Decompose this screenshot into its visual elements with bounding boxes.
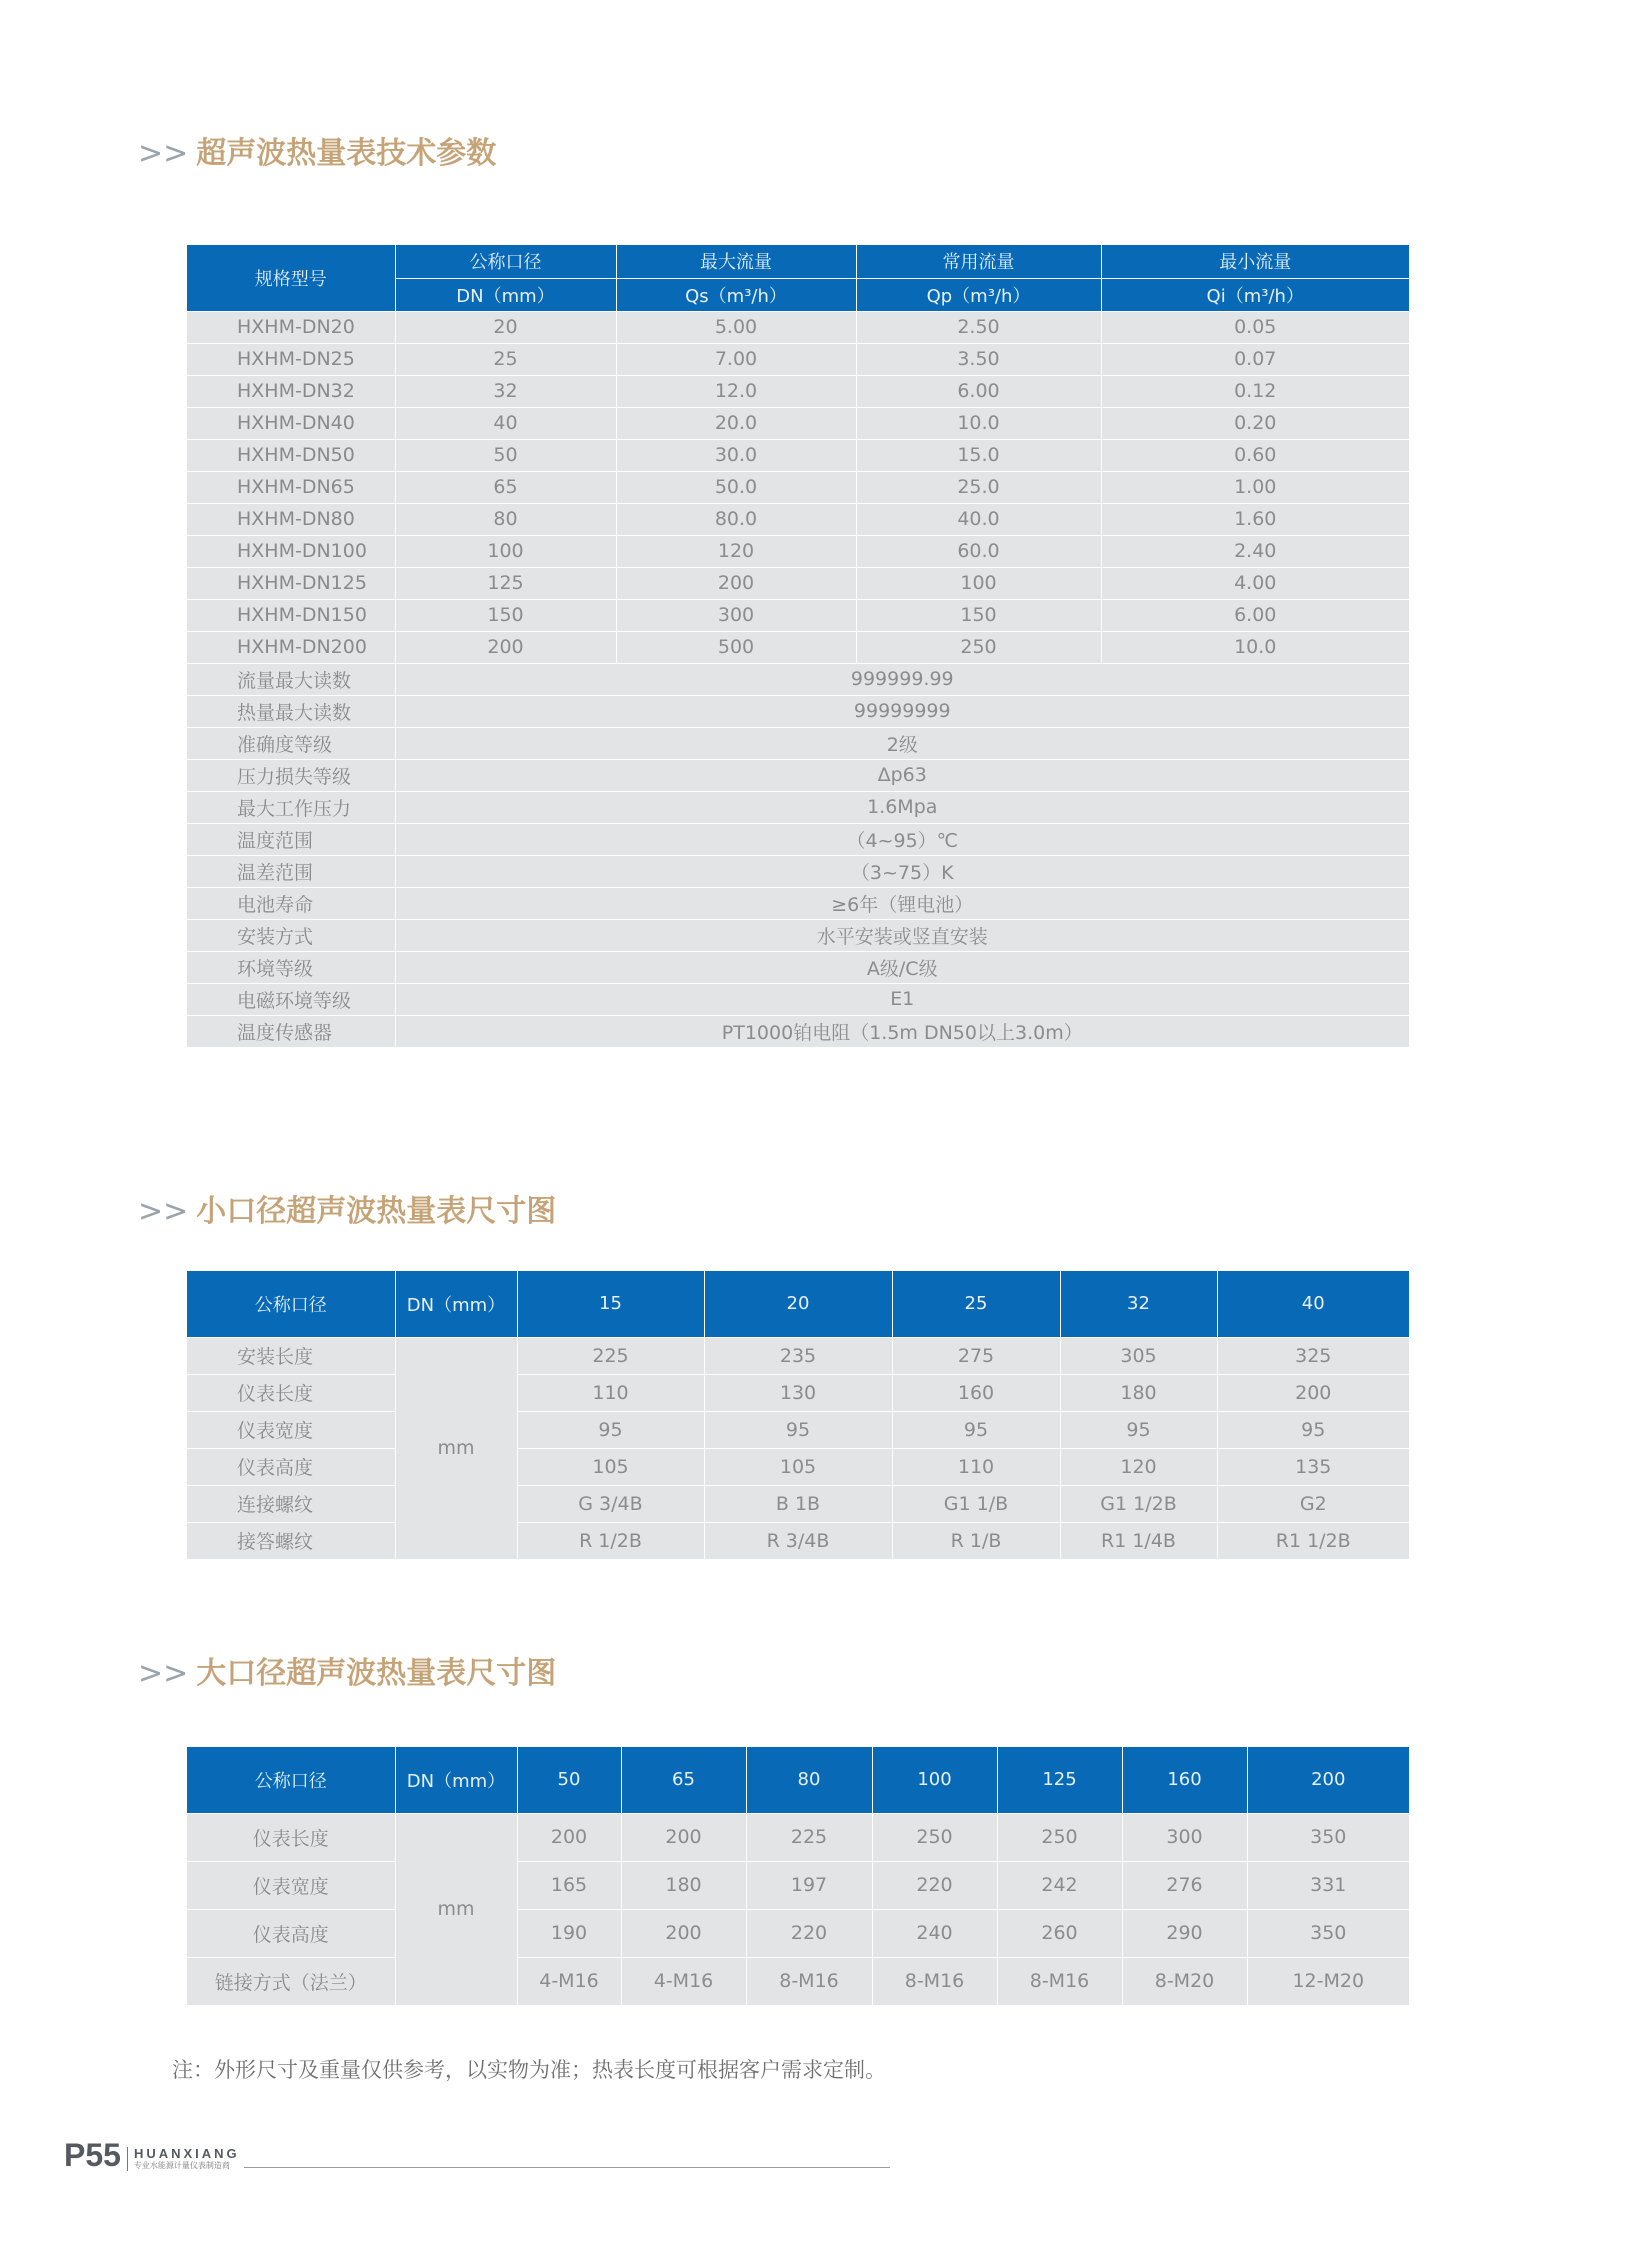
table-row xyxy=(187,823,1409,855)
row-label: 仪表高度 xyxy=(187,1909,395,1957)
qs-cell: 20.0 xyxy=(616,407,856,439)
table-row xyxy=(187,599,1409,631)
row-label: 安装长度 xyxy=(187,1337,395,1374)
value-cell: 95 xyxy=(1060,1411,1217,1448)
header-size: 200 xyxy=(1247,1747,1409,1813)
header-qs-unit: Qs（m³/h） xyxy=(616,278,856,311)
table-row xyxy=(187,919,1409,951)
value-cell: R 1/2B xyxy=(517,1522,704,1559)
qi-cell: 4.00 xyxy=(1101,567,1409,599)
row-label: 连接螺纹 xyxy=(187,1485,395,1522)
value-cell: 200 xyxy=(621,1813,746,1861)
qp-cell: 3.50 xyxy=(856,343,1101,375)
qs-cell: 200 xyxy=(616,567,856,599)
spec-value: （4~95）℃ xyxy=(395,823,1409,855)
header-qi-unit: Qi（m³/h） xyxy=(1101,278,1409,311)
spec-value: 2级 xyxy=(395,727,1409,759)
value-cell: 8-M16 xyxy=(872,1957,997,2005)
spec-value: E1 xyxy=(395,983,1409,1015)
header-dn-unit: DN（mm） xyxy=(395,1271,517,1337)
row-label: 仪表高度 xyxy=(187,1448,395,1485)
spec-value: 99999999 xyxy=(395,695,1409,727)
value-cell: R 1/B xyxy=(892,1522,1060,1559)
value-cell: 130 xyxy=(704,1374,892,1411)
qi-cell: 2.40 xyxy=(1101,535,1409,567)
model-cell: HXHM-DN40 xyxy=(187,407,395,439)
header-qp-unit: Qp（m³/h） xyxy=(856,278,1101,311)
qi-cell: 6.00 xyxy=(1101,599,1409,631)
row-label: 链接方式（法兰） xyxy=(187,1957,395,2005)
spec-value: Δp63 xyxy=(395,759,1409,791)
spec-label: 温度传感器 xyxy=(187,1015,395,1047)
spec-label: 环境等级 xyxy=(187,951,395,983)
footer-rule xyxy=(244,2167,890,2168)
value-cell: 95 xyxy=(704,1411,892,1448)
header-nominal-size: 公称口径 xyxy=(187,1271,395,1337)
value-cell: 250 xyxy=(872,1813,997,1861)
row-label: 接答螺纹 xyxy=(187,1522,395,1559)
header-size: 32 xyxy=(1060,1271,1217,1337)
footnote: 注：外形尺寸及重量仅供参考，以实物为准；热表长度可根据客户需求定制。 xyxy=(172,2058,886,2082)
header-qs: 最大流量 xyxy=(616,245,856,278)
qs-cell: 300 xyxy=(616,599,856,631)
value-cell: 300 xyxy=(1122,1813,1247,1861)
qp-cell: 15.0 xyxy=(856,439,1101,471)
dn-cell: 50 xyxy=(395,439,616,471)
header-qi: 最小流量 xyxy=(1101,245,1409,278)
dn-cell: 32 xyxy=(395,375,616,407)
qi-cell: 1.00 xyxy=(1101,471,1409,503)
section-title-large-caliber xyxy=(138,1648,556,1692)
value-cell: 160 xyxy=(892,1374,1060,1411)
value-cell: 95 xyxy=(1217,1411,1409,1448)
header-qp: 常用流量 xyxy=(856,245,1101,278)
dn-cell: 20 xyxy=(395,311,616,343)
table-row xyxy=(187,727,1409,759)
row-label: 仪表宽度 xyxy=(187,1861,395,1909)
qs-cell: 5.00 xyxy=(616,311,856,343)
header-size: 100 xyxy=(872,1747,997,1813)
table-row xyxy=(187,1909,1409,1957)
qs-cell: 7.00 xyxy=(616,343,856,375)
table-row xyxy=(187,951,1409,983)
table-row xyxy=(187,1957,1409,2005)
qp-cell: 150 xyxy=(856,599,1101,631)
value-cell: 276 xyxy=(1122,1861,1247,1909)
table-row xyxy=(187,663,1409,695)
dn-cell: 25 xyxy=(395,343,616,375)
model-cell: HXHM-DN200 xyxy=(187,631,395,663)
value-cell: 8-M16 xyxy=(997,1957,1122,2005)
dn-cell: 100 xyxy=(395,535,616,567)
model-cell: HXHM-DN20 xyxy=(187,311,395,343)
qp-cell: 100 xyxy=(856,567,1101,599)
value-cell: R1 1/4B xyxy=(1060,1522,1217,1559)
value-cell: 200 xyxy=(517,1813,621,1861)
table-row xyxy=(187,1015,1409,1047)
header-size: 50 xyxy=(517,1747,621,1813)
model-cell: HXHM-DN65 xyxy=(187,471,395,503)
page-number: P55 xyxy=(64,2137,121,2173)
spec-label: 最大工作压力 xyxy=(187,791,395,823)
header-dn-unit: DN（mm） xyxy=(395,278,616,311)
table-row xyxy=(187,983,1409,1015)
header-size: 80 xyxy=(746,1747,872,1813)
row-label: 仪表长度 xyxy=(187,1374,395,1411)
model-cell: HXHM-DN32 xyxy=(187,375,395,407)
table-row xyxy=(187,791,1409,823)
model-cell: HXHM-DN25 xyxy=(187,343,395,375)
section-title-small-caliber xyxy=(138,1186,556,1230)
table-row xyxy=(187,1374,1409,1411)
value-cell: 242 xyxy=(997,1861,1122,1909)
value-cell: 200 xyxy=(621,1909,746,1957)
value-cell: 350 xyxy=(1247,1813,1409,1861)
dn-cell: 150 xyxy=(395,599,616,631)
qi-cell: 0.07 xyxy=(1101,343,1409,375)
header-size: 40 xyxy=(1217,1271,1409,1337)
spec-label: 压力损失等级 xyxy=(187,759,395,791)
value-cell: 197 xyxy=(746,1861,872,1909)
section-arrows-icon: >> xyxy=(138,136,189,171)
value-cell: 220 xyxy=(746,1909,872,1957)
dn-cell: 200 xyxy=(395,631,616,663)
spec-value: A级/C级 xyxy=(395,951,1409,983)
qp-cell: 250 xyxy=(856,631,1101,663)
table-row xyxy=(187,855,1409,887)
spec-label: 电池寿命 xyxy=(187,887,395,919)
value-cell: 4-M16 xyxy=(517,1957,621,2005)
dn-cell: 40 xyxy=(395,407,616,439)
qs-cell: 80.0 xyxy=(616,503,856,535)
value-cell: 200 xyxy=(1217,1374,1409,1411)
value-cell: G1 1/B xyxy=(892,1485,1060,1522)
table-row xyxy=(187,1813,1409,1861)
value-cell: 12-M20 xyxy=(1247,1957,1409,2005)
spec-value: 1.6Mpa xyxy=(395,791,1409,823)
value-cell: 305 xyxy=(1060,1337,1217,1374)
table-row xyxy=(187,1411,1409,1448)
value-cell: 275 xyxy=(892,1337,1060,1374)
header-model: 规格型号 xyxy=(187,245,395,311)
technical-params-table xyxy=(187,245,1409,1047)
value-cell: R 3/4B xyxy=(704,1522,892,1559)
large-caliber-dimensions-table xyxy=(187,1747,1409,2006)
model-cell: HXHM-DN50 xyxy=(187,439,395,471)
qs-cell: 120 xyxy=(616,535,856,567)
section-arrows-icon: >> xyxy=(138,1656,189,1691)
spec-label: 温差范围 xyxy=(187,855,395,887)
table-row xyxy=(187,471,1409,503)
brand-block xyxy=(127,2147,240,2171)
header-size: 125 xyxy=(997,1747,1122,1813)
small-caliber-body xyxy=(187,1337,1409,1559)
table-row xyxy=(187,439,1409,471)
value-cell: R1 1/2B xyxy=(1217,1522,1409,1559)
qp-cell: 2.50 xyxy=(856,311,1101,343)
dn-cell: 80 xyxy=(395,503,616,535)
page-footer xyxy=(64,2139,240,2171)
value-cell: 110 xyxy=(892,1448,1060,1485)
qi-cell: 0.05 xyxy=(1101,311,1409,343)
qi-cell: 0.60 xyxy=(1101,439,1409,471)
qp-cell: 6.00 xyxy=(856,375,1101,407)
value-cell: 220 xyxy=(872,1861,997,1909)
spec-value: （3~75）K xyxy=(395,855,1409,887)
value-cell: 180 xyxy=(1060,1374,1217,1411)
value-cell: 331 xyxy=(1247,1861,1409,1909)
value-cell: 240 xyxy=(872,1909,997,1957)
header-size: 20 xyxy=(704,1271,892,1337)
spec-value: ≥6年（锂电池） xyxy=(395,887,1409,919)
header-nominal-size: 公称口径 xyxy=(187,1747,395,1813)
table-row xyxy=(187,1448,1409,1485)
qp-cell: 10.0 xyxy=(856,407,1101,439)
value-cell: 235 xyxy=(704,1337,892,1374)
header-dn: 公称口径 xyxy=(395,245,616,278)
qp-cell: 25.0 xyxy=(856,471,1101,503)
header-dn-unit: DN（mm） xyxy=(395,1747,517,1813)
dn-cell: 65 xyxy=(395,471,616,503)
model-cell: HXHM-DN125 xyxy=(187,567,395,599)
model-cell: HXHM-DN100 xyxy=(187,535,395,567)
value-cell: 95 xyxy=(892,1411,1060,1448)
qs-cell: 30.0 xyxy=(616,439,856,471)
value-cell: 105 xyxy=(704,1448,892,1485)
row-label: 仪表宽度 xyxy=(187,1411,395,1448)
brand-slogan: 专业水能源计量仪表制造商 xyxy=(133,2161,230,2171)
table-row xyxy=(187,759,1409,791)
technical-params-body xyxy=(187,311,1409,1047)
spec-label: 温度范围 xyxy=(187,823,395,855)
table-row xyxy=(187,343,1409,375)
unit-cell: mm xyxy=(395,1337,517,1559)
small-caliber-dimensions-table xyxy=(187,1271,1409,1560)
header-size: 15 xyxy=(517,1271,704,1337)
value-cell: G 3/4B xyxy=(517,1485,704,1522)
model-cell: HXHM-DN150 xyxy=(187,599,395,631)
row-label: 仪表长度 xyxy=(187,1813,395,1861)
section-title-text: 超声波热量表技术参数 xyxy=(196,136,497,171)
qp-cell: 40.0 xyxy=(856,503,1101,535)
value-cell: 95 xyxy=(517,1411,704,1448)
value-cell: G2 xyxy=(1217,1485,1409,1522)
value-cell: 190 xyxy=(517,1909,621,1957)
value-cell: 250 xyxy=(997,1813,1122,1861)
value-cell: 350 xyxy=(1247,1909,1409,1957)
spec-label: 安装方式 xyxy=(187,919,395,951)
value-cell: 8-M20 xyxy=(1122,1957,1247,2005)
dn-cell: 125 xyxy=(395,567,616,599)
unit-cell: mm xyxy=(395,1813,517,2005)
qi-cell: 0.12 xyxy=(1101,375,1409,407)
qs-cell: 12.0 xyxy=(616,375,856,407)
header-size: 160 xyxy=(1122,1747,1247,1813)
qi-cell: 0.20 xyxy=(1101,407,1409,439)
table-row xyxy=(187,631,1409,663)
header-size: 25 xyxy=(892,1271,1060,1337)
model-cell: HXHM-DN80 xyxy=(187,503,395,535)
qp-cell: 60.0 xyxy=(856,535,1101,567)
table-row xyxy=(187,407,1409,439)
value-cell: 4-M16 xyxy=(621,1957,746,2005)
table-row xyxy=(187,1337,1409,1374)
value-cell: 225 xyxy=(517,1337,704,1374)
table-row xyxy=(187,1485,1409,1522)
table-row xyxy=(187,567,1409,599)
value-cell: 8-M16 xyxy=(746,1957,872,2005)
table-row xyxy=(187,1861,1409,1909)
header-size: 65 xyxy=(621,1747,746,1813)
value-cell: B 1B xyxy=(704,1485,892,1522)
spec-value: 999999.99 xyxy=(395,663,1409,695)
spec-label: 准确度等级 xyxy=(187,727,395,759)
spec-label: 热量最大读数 xyxy=(187,695,395,727)
section-title-text: 大口径超声波热量表尺寸图 xyxy=(196,1656,557,1691)
value-cell: 225 xyxy=(746,1813,872,1861)
value-cell: 290 xyxy=(1122,1909,1247,1957)
table-row xyxy=(187,887,1409,919)
table-row xyxy=(187,375,1409,407)
value-cell: 135 xyxy=(1217,1448,1409,1485)
value-cell: 165 xyxy=(517,1861,621,1909)
spec-value: 水平安装或竖直安装 xyxy=(395,919,1409,951)
qi-cell: 10.0 xyxy=(1101,631,1409,663)
brand-name: HUANXIANG xyxy=(133,2146,240,2162)
table-row xyxy=(187,535,1409,567)
spec-label: 流量最大读数 xyxy=(187,663,395,695)
qi-cell: 1.60 xyxy=(1101,503,1409,535)
table-row xyxy=(187,503,1409,535)
section-title-technical-params xyxy=(138,128,496,172)
section-title-text: 小口径超声波热量表尺寸图 xyxy=(196,1194,557,1229)
spec-label: 电磁环境等级 xyxy=(187,983,395,1015)
table-row xyxy=(187,1522,1409,1559)
value-cell: G1 1/2B xyxy=(1060,1485,1217,1522)
section-arrows-icon: >> xyxy=(138,1194,189,1229)
value-cell: 105 xyxy=(517,1448,704,1485)
table-row xyxy=(187,311,1409,343)
table-row xyxy=(187,695,1409,727)
value-cell: 110 xyxy=(517,1374,704,1411)
qs-cell: 500 xyxy=(616,631,856,663)
value-cell: 120 xyxy=(1060,1448,1217,1485)
value-cell: 325 xyxy=(1217,1337,1409,1374)
large-caliber-body xyxy=(187,1813,1409,2005)
spec-value: PT1000铂电阻（1.5m DN50以上3.0m） xyxy=(395,1015,1409,1047)
qs-cell: 50.0 xyxy=(616,471,856,503)
value-cell: 260 xyxy=(997,1909,1122,1957)
value-cell: 180 xyxy=(621,1861,746,1909)
